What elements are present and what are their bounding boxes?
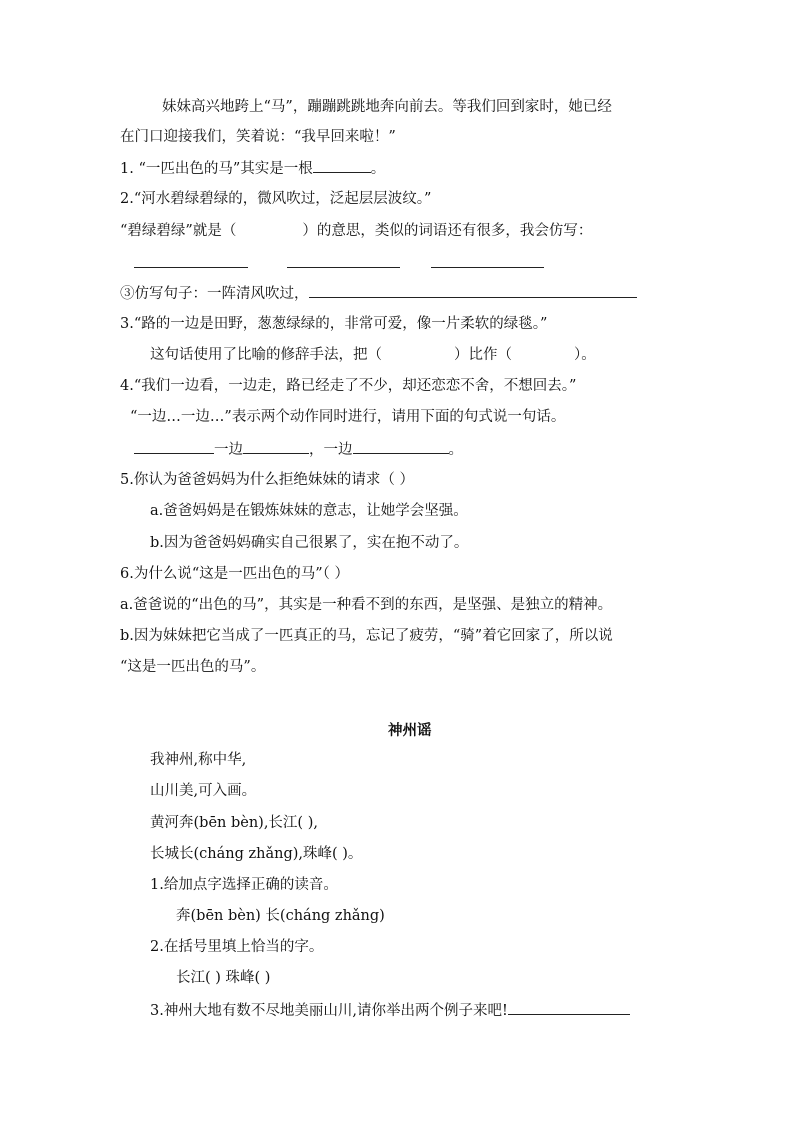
question-2-sub-b: ）的意思，类似的词语还有很多，我会仿写： bbox=[302, 223, 593, 239]
answer-blank[interactable] bbox=[508, 1000, 630, 1015]
question-3-sub-a: 这句话使用了比喻的修辞手法，把（ bbox=[150, 347, 382, 363]
poem-question-3 bbox=[150, 1000, 630, 1021]
poem-title: 神州谣 bbox=[388, 722, 432, 739]
question-1-end: 。 bbox=[370, 161, 386, 177]
answer-blank[interactable] bbox=[309, 283, 637, 298]
question-3-sub bbox=[150, 345, 596, 365]
question-4-sub: “一边…一边…”表示两个动作同时进行，请用下面的句式说一句话。 bbox=[130, 409, 566, 425]
question-4: 4.“我们一边看，一边走，路已经走了不少，却还恋恋不舍，不想回去。” bbox=[120, 378, 577, 394]
question-6-option-b-line-1[interactable]: b.因为妹妹把它当成了一匹真正的马，忘记了疲劳，“骑”着它回家了，所以说 bbox=[120, 628, 613, 644]
question-1-text: 1. “一匹出色的马”其实是一根 bbox=[120, 161, 313, 177]
question-4-end: 。 bbox=[448, 442, 463, 458]
passage-line-2: 在门口迎接我们，笑着说：“我早回来啦！” bbox=[120, 129, 396, 145]
question-2-sub-a: “碧绿碧绿”就是（ bbox=[120, 223, 237, 239]
question-5: 5.你认为爸爸妈妈为什么拒绝妹妹的请求（ ） bbox=[120, 472, 414, 488]
question-6: 6.为什么说“这是一匹出色的马”（ ） bbox=[120, 566, 350, 582]
answer-blank[interactable] bbox=[313, 158, 371, 173]
question-2-sub bbox=[120, 221, 592, 241]
question-4-part-1: 一边 bbox=[214, 442, 243, 458]
poem-question-1-options[interactable]: 奔(bēn bèn) 长(cháng zhǎng) bbox=[176, 908, 385, 924]
question-3-sub-c: ）。 bbox=[574, 347, 596, 363]
answer-blank[interactable] bbox=[353, 439, 449, 454]
question-5-option-a[interactable]: a.爸爸妈妈是在锻炼妹妹的意志，让她学会坚强。 bbox=[150, 503, 468, 519]
answer-blank[interactable] bbox=[243, 439, 309, 454]
poem-line-3: 黄河奔(bēn bèn),长江( ), bbox=[150, 815, 318, 831]
poem-question-1: 1.给加点字选择正确的读音。 bbox=[150, 877, 338, 893]
passage-line-1: 妹妹高兴地跨上“马”，蹦蹦跳跳地奔向前去。等我们回到家时，她已经 bbox=[162, 99, 612, 115]
answer-line[interactable] bbox=[134, 267, 248, 268]
question-3: 3.“路的一边是田野，葱葱绿绿的，非常可爱，像一片柔软的绿毯。” bbox=[120, 316, 548, 332]
poem-line-1: 我神州,称中华, bbox=[150, 752, 247, 768]
question-6-option-b-line-2[interactable]: “这是一匹出色的马”。 bbox=[120, 659, 266, 675]
answer-blank[interactable] bbox=[134, 439, 214, 454]
poem-line-2: 山川美,可入画。 bbox=[150, 783, 257, 799]
question-3-sub-b: ）比作（ bbox=[454, 347, 512, 363]
question-2-imitate-text: ③仿写句子：一阵清风吹过， bbox=[120, 286, 309, 302]
question-4-part-2: ，一边 bbox=[309, 442, 353, 458]
question-2: 2.“河水碧绿碧绿的，微风吹过，泛起层层波纹。” bbox=[120, 191, 432, 207]
question-2-imitate bbox=[120, 283, 637, 304]
poem-question-3-text: 3.神州大地有数不尽地美丽山川,请你举出两个例子来吧! bbox=[150, 1003, 508, 1019]
question-4-pattern bbox=[134, 439, 463, 460]
question-5-option-b[interactable]: b.因为爸爸妈妈确实自己很累了，实在抱不动了。 bbox=[150, 535, 469, 551]
poem-line-4: 长城长(cháng zhǎng),珠峰( )。 bbox=[150, 846, 363, 862]
question-6-option-a[interactable]: a.爸爸说的“出色的马”，其实是一种看不到的东西，是坚强、是独立的精神。 bbox=[120, 597, 613, 613]
answer-line[interactable] bbox=[431, 267, 544, 268]
answer-line[interactable] bbox=[287, 267, 400, 268]
poem-question-2-blanks[interactable]: 长江( ) 珠峰( ) bbox=[176, 970, 271, 986]
question-1 bbox=[120, 158, 385, 179]
poem-question-2: 2.在括号里填上恰当的字。 bbox=[150, 939, 324, 955]
